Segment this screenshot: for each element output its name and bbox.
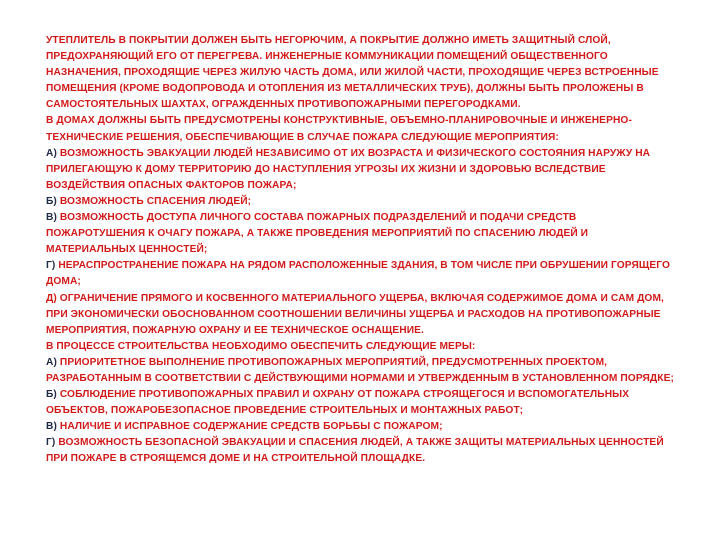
list-marker: А) xyxy=(46,356,57,368)
paragraph-text: В ПРОЦЕССЕ СТРОИТЕЛЬСТВА НЕОБХОДИМО ОБЕСПЕЧИТЬ СЛЕДУЮЩИЕ МЕРЫ: xyxy=(46,340,476,352)
list-item-text: ВОЗМОЖНОСТЬ БЕЗОПАСНОЙ ЭВАКУАЦИИ И СПАСЕНИЯ ЛЮДЕЙ, А ТАКЖЕ ЗАЩИТЫ МАТЕРИАЛЬНЫХ ЦЕННОСТЕЙ ПРИ ПОЖАРЕ В СТРОЯЩЕМСЯ ДОМЕ И НА СТРОИТЕЛЬНОЙ ПЛОЩАДКЕ. xyxy=(46,437,664,465)
list-item-text: НЕРАСПРОСТРАНЕНИЕ ПОЖАРА НА РЯДОМ РАСПОЛОЖЕННЫЕ ЗДАНИЯ, В ТОМ ЧИСЛЕ ПРИ ОБРУШЕНИИ ГОРЯЩЕГО ДОМА; xyxy=(46,260,671,288)
paragraph-construction xyxy=(46,339,674,355)
paragraph-requirements xyxy=(46,113,674,145)
paragraph-intro xyxy=(46,33,674,113)
list-marker: В) xyxy=(46,421,57,433)
paragraph-text: В ДОМАХ ДОЛЖНЫ БЫТЬ ПРЕДУСМОТРЕНЫ КОНСТРУКТИВНЫЕ, ОБЪЕМНО-ПЛАНИРОВОЧНЫЕ И ИНЖЕНЕРНО-ТЕХНИЧЕСКИЕ РЕШЕНИЯ, ОБЕСПЕЧИВАЮЩИЕ В СЛУЧАЕ ПОЖАРА СЛЕДУЮЩИЕ МЕРОПРИЯТИЯ: xyxy=(46,115,632,143)
list-item-text: ПРИОРИТЕТНОЕ ВЫПОЛНЕНИЕ ПРОТИВОПОЖАРНЫХ МЕРОПРИЯТИЙ, ПРЕДУСМОТРЕННЫХ ПРОЕКТОМ, РАЗРАБОТАННЫМ В СООТВЕТСТВИИ С ДЕЙСТВУЮЩИМИ НОРМАМИ И УТВЕРЖДЕННЫМ В УСТАНОВЛЕННОМ ПОРЯДКЕ; xyxy=(46,356,674,384)
list-item xyxy=(46,146,674,194)
list-item-text: ВОЗМОЖНОСТЬ СПАСЕНИЯ ЛЮДЕЙ; xyxy=(59,195,252,207)
list-item xyxy=(46,258,674,290)
list-marker: Б) xyxy=(46,389,57,401)
list-marker: Г) xyxy=(46,260,56,272)
list-item xyxy=(46,355,674,387)
list-item xyxy=(46,291,674,339)
list-item xyxy=(46,435,674,467)
list-item xyxy=(46,419,674,435)
list-marker: А) xyxy=(46,147,57,159)
list-marker: Г) xyxy=(46,437,56,449)
list-marker: В) xyxy=(46,212,57,224)
list-marker: Б) xyxy=(46,195,57,207)
list-item-text: СОБЛЮДЕНИЕ ПРОТИВОПОЖАРНЫХ ПРАВИЛ И ОХРАНУ ОТ ПОЖАРА СТРОЯЩЕГОСЯ И ВСПОМОГАТЕЛЬНЫХ ОБЪЕКТОВ, ПОЖАРОБЕЗОПАСНОЕ ПРОВЕДЕНИЕ СТРОИТЕЛЬНЫХ И МОНТАЖНЫХ РАБОТ; xyxy=(46,389,630,417)
list-item-text: ВОЗМОЖНОСТЬ ДОСТУПА ЛИЧНОГО СОСТАВА ПОЖАРНЫХ ПОДРАЗДЕЛЕНИЙ И ПОДАЧИ СРЕДСТВ ПОЖАРОТУШЕНИЯ К ОЧАГУ ПОЖАРА, А ТАКЖЕ ПРОВЕДЕНИЯ МЕРОПРИЯТИЙ ПО СПАСЕНИЮ ЛЮДЕЙ И МАТЕРИАЛЬНЫХ ЦЕННОСТЕЙ; xyxy=(46,212,589,256)
list-item-text: Д) ОГРАНИЧЕНИЕ ПРЯМОГО И КОСВЕННОГО МАТЕРИАЛЬНОГО УЩЕРБА, ВКЛЮЧАЯ СОДЕРЖИМОЕ ДОМА И САМ ДОМ, ПРИ ЭКОНОМИЧЕСКИ ОБОСНОВАННОМ СООТНОШЕНИИ ВЕЛИЧИНЫ УЩЕРБА И РАСХОДОВ НА ПРОТИВОПОЖАРНЫЕ МЕРОПРИЯТИЯ, ПОЖАРНУЮ ОХРАНУ И ЕЕ ТЕХНИЧЕСКОЕ ОСНАЩЕНИЕ. xyxy=(46,292,664,336)
list-item xyxy=(46,194,674,210)
list-item-text: НАЛИЧИЕ И ИСПРАВНОЕ СОДЕРЖАНИЕ СРЕДСТВ БОРЬБЫ С ПОЖАРОМ; xyxy=(59,421,443,433)
slide-text-block xyxy=(46,33,674,468)
list-item-text: ВОЗМОЖНОСТЬ ЭВАКУАЦИИ ЛЮДЕЙ НЕЗАВИСИМО ОТ ИХ ВОЗРАСТА И ФИЗИЧЕСКОГО СОСТОЯНИЯ НАРУЖУ НА ПРИЛЕГАЮЩУЮ К ДОМУ ТЕРРИТОРИЮ ДО НАСТУПЛЕНИЯ УГРОЗЫ ИХ ЖИЗНИ И ЗДОРОВЬЮ ВСЛЕДСТВИЕ ВОЗДЕЙСТВИЯ ОПАСНЫХ ФАКТОРОВ ПОЖАРА; xyxy=(46,147,651,191)
paragraph-text: УТЕПЛИТЕЛЬ В ПОКРЫТИИ ДОЛЖЕН БЫТЬ НЕГОРЮЧИМ, А ПОКРЫТИЕ ДОЛЖНО ИМЕТЬ ЗАЩИТНЫЙ СЛОЙ, ПРЕДОХРАНЯЮЩИЙ ЕГО ОТ ПЕРЕГРЕВА. ИНЖЕНЕРНЫЕ КОММУНИКАЦИИ ПОМЕЩЕНИЙ ОБЩЕСТВЕННОГО НАЗНАЧЕНИЯ, ПРОХОДЯЩИЕ ЧЕРЕЗ ЖИЛУЮ ЧАСТЬ ДОМА, ИЛИ ЖИЛОЙ ЧАСТИ, ПРОХОДЯЩИЕ ЧЕРЕЗ ВСТРОЕННЫЕ ПОМЕЩЕНИЯ (КРОМЕ ВОДОПРОВОДА И ОТОПЛЕНИЯ ИЗ МЕТАЛЛИЧЕСКИХ ТРУБ), ДОЛЖНЫ БЫТЬ ПРОЛОЖЕНЫ В САМОСТОЯТЕЛЬНЫХ ШАХТАХ, ОГРАЖДЕННЫХ ПРОТИВОПОЖАРНЫМИ ПЕРЕГОРОДКАМИ. xyxy=(46,35,659,111)
list-item xyxy=(46,387,674,419)
list-item xyxy=(46,210,674,258)
